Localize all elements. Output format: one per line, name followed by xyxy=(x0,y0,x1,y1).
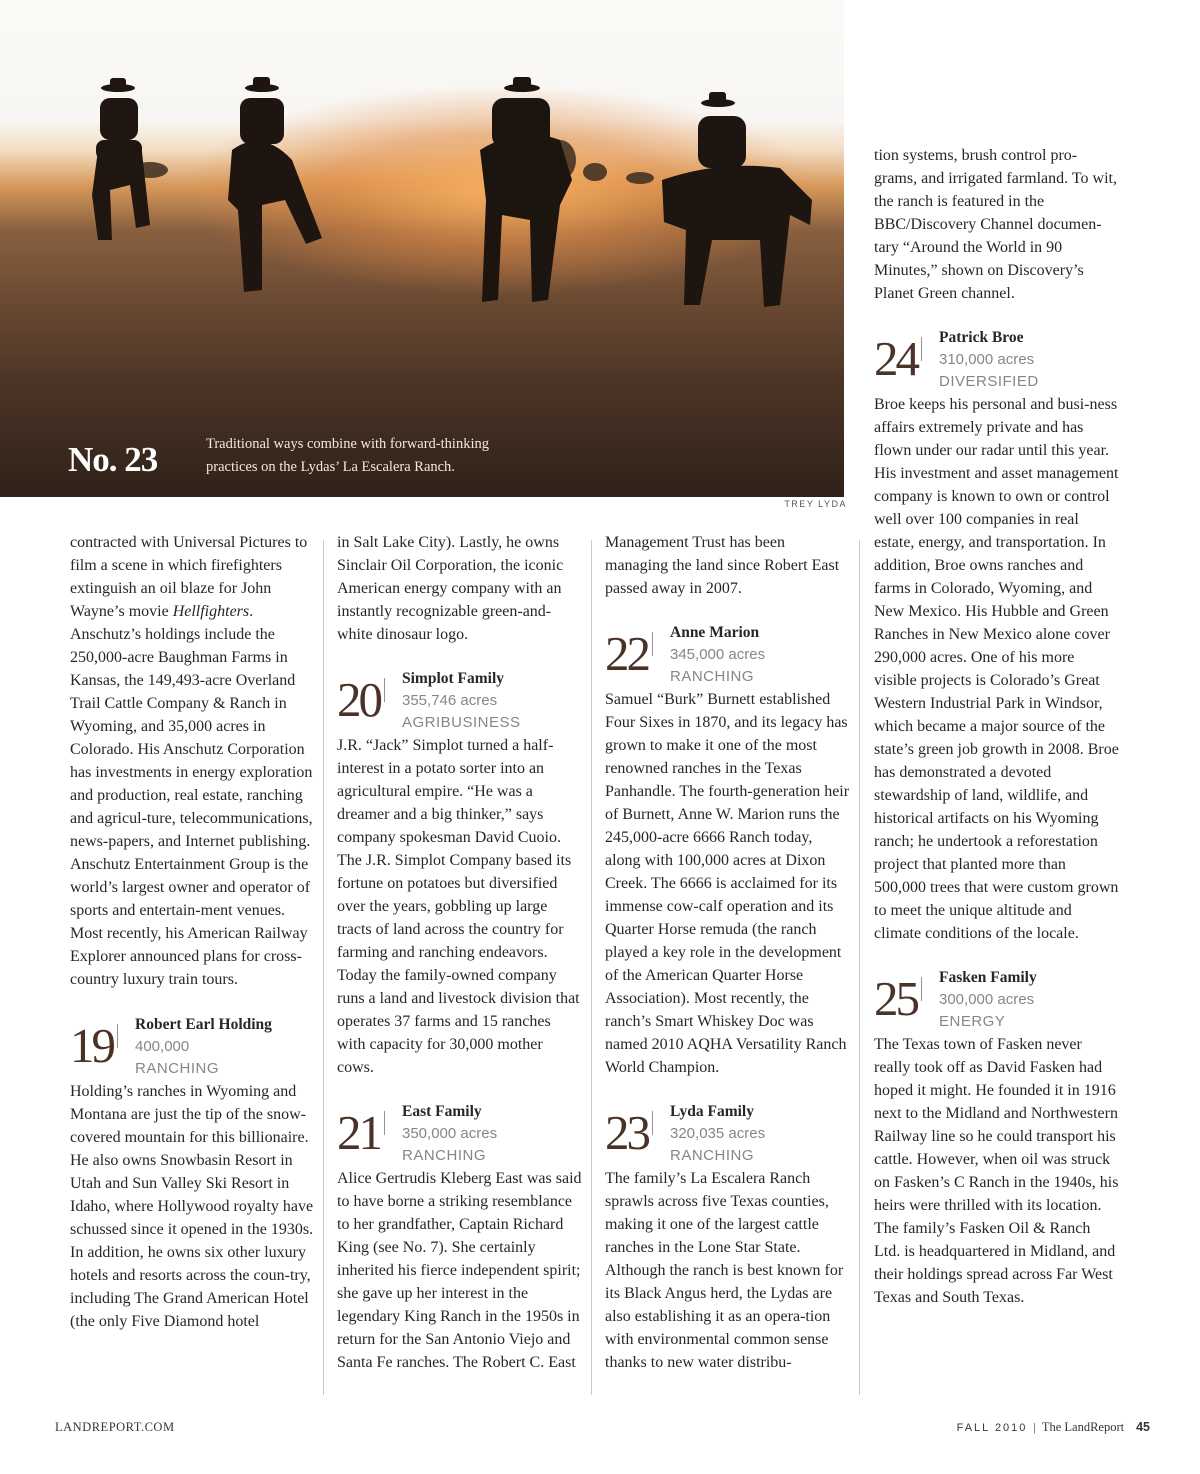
category: RANCHING xyxy=(135,1060,220,1077)
footer-site-url: LANDREPORT.COM xyxy=(55,1420,175,1434)
category: RANCHING xyxy=(670,1147,755,1164)
acreage: 355,746 acres xyxy=(402,692,498,709)
rank-divider xyxy=(384,678,385,702)
owner-name: Simplot Family xyxy=(402,670,505,687)
rank-divider xyxy=(117,1024,118,1048)
category: DIVERSIFIED xyxy=(939,373,1039,390)
paragraph: The family’s La Escalera Ranch sprawls across five Texas counties, making it one of the largest cattle ranches in the Lone Star State. Although the ranch is best known for its Black Angus herd, the Lydas are also establishing it as an opera-tion with environmental common sense thanks to new water distribu- xyxy=(605,1170,844,1371)
ranking-entry-23 xyxy=(605,1101,850,1167)
rank-number: 20 xyxy=(337,672,380,727)
column-rule xyxy=(859,540,860,1395)
rank-divider xyxy=(921,977,922,1001)
owner-name: Anne Marion xyxy=(670,624,760,641)
ranking-entry-20 xyxy=(337,668,582,734)
paragraph: in Salt Lake City). Lastly, he owns Sinclair Oil Corporation, the iconic American energy company with an instantly recognizable green-and-white dinosaur logo. xyxy=(337,534,564,643)
category: RANCHING xyxy=(402,1147,487,1164)
paragraph xyxy=(70,531,315,991)
text-run: . Anschutz’s holdings include the 250,000-acre Baughman Farms in Kansas, the 149,493-acre Overland Trail Cattle Company & Ranch in Wyoming, and 35,000 acres in Colorado. His Anschutz Corporation has investments in energy exploration and production, real estate, ranching and agricul-ture, telecommunications, news-papers, and Internet publishing. Anschutz Entertainment Group is the world’s largest owner and operator of sports and entertain-ment venues. Most recently, his American Railway Explorer announced plans for cross-country luxury train tours. xyxy=(70,603,313,988)
acreage: 310,000 acres xyxy=(939,351,1035,368)
ranking-entry-21 xyxy=(337,1101,582,1167)
rank-number: 21 xyxy=(337,1105,380,1160)
owner-name: Patrick Broe xyxy=(939,329,1024,346)
text-column-4 xyxy=(874,144,1119,1309)
column-rule xyxy=(591,540,592,1395)
owner-name: Robert Earl Holding xyxy=(135,1016,272,1033)
hero-photo xyxy=(0,0,844,497)
owner-name: Lyda Family xyxy=(670,1103,754,1120)
footer-folio xyxy=(957,1420,1150,1435)
paragraph: The Texas town of Fasken never really took off as David Fasken had hoped it might. He founded it in 1916 next to the Midland and Northwestern Railway line so he could transport his cattle. However, when oil was struck on Fasken’s C Ranch in the 1940s, his heirs were thrilled with its location. The family’s Fasken Oil & Ranch Ltd. is headquartered in Midland, and their holdings spread across Far West Texas and South Texas. xyxy=(874,1036,1119,1306)
paragraph: Management Trust has been managing the land since Robert East passed away in 2007. xyxy=(605,534,840,597)
owner-name: East Family xyxy=(402,1103,482,1120)
rank-divider xyxy=(384,1111,385,1135)
text-column-2 xyxy=(337,531,582,1374)
paragraph: Broe keeps his personal and busi-ness affairs extremely private and has flown under our radar until this year. His investment and asset management company is known to own or control well over 100 companies in real estate, energy, and transportation. In addition, Broe owns ranches and farms in Colorado, Wyoming, and New Mexico. His Hubble and Green Ranches in New Mexico alone cover 290,000 acres. One of his more visible projects is Colorado’s Great Western Industrial Park in Windsor, which became a major source of the state’s green job growth in 2008. Broe has demonstrated a devoted stewardship of land, wildlife, and historical artifacts on his Wyoming ranch; he undertook a reforestation project that planted more than 500,000 trees that were custom grown to meet the unique altitude and climate conditions of the locale. xyxy=(874,396,1119,942)
rank-number: 19 xyxy=(70,1018,113,1073)
paragraph: Holding’s ranches in Wyoming and Montana are just the tip of the snow-covered mountain for this billionaire. He also owns Snowbasin Resort in Utah and Sun Valley Ski Resort in Idaho, where Hollywood royalty have schussed since it opened in the 1930s. In addition, he owns six other luxury hotels and resorts across the coun-try, including The Grand American Hotel (the only Five Diamond hotel xyxy=(70,1083,314,1330)
ranking-entry-25 xyxy=(874,967,1119,1033)
text-column-3 xyxy=(605,531,850,1374)
photo-caption: Traditional ways combine with forward-thinking practices on the Lydas’ La Escalera Ranch. xyxy=(206,436,489,475)
folio-separator: | xyxy=(1033,1420,1036,1434)
acreage: 345,000 acres xyxy=(670,646,766,663)
acreage: 400,000 xyxy=(135,1038,190,1055)
rank-number: 22 xyxy=(605,626,648,681)
category: ENERGY xyxy=(939,1013,1006,1030)
acreage: 350,000 acres xyxy=(402,1125,498,1142)
rank-divider xyxy=(652,632,653,656)
paragraph: Samuel “Burk” Burnett established Four Sixes in 1870, and its legacy has grown to make it one of the most renowned ranches in the Texas Panhandle. The fourth-generation heir of Burnett, Anne W. Marion runs the 245,000-acre 6666 Ranch today, along with 100,000 acres at Dixon Creek. The 6666 is acclaimed for its immense cow-calf operation and its Quarter Horse remuda (the ranch played a key role in the development of the American Quarter Horse Association). Most recently, the ranch’s Smart Whiskey Doc was named 2010 AQHA Versatility Ranch World Champion. xyxy=(605,691,850,1076)
magazine-name: The LandReport xyxy=(1041,1420,1125,1434)
column-rule xyxy=(323,540,324,1395)
paragraph: J.R. “Jack” Simplot turned a half-interest in a potato sorter into an agricultural empire. “He was a dreamer and a big thinker,” says company spokesman David Cuoio. The J.R. Simplot Company based its fortune on potatoes but diversified over the years, gobbling up large tracts of land across the country for farming and ranching endeavors. Today the family-owned company runs a land and livestock division that operates 37 farms and 15 ranches with capacity for 30,000 mother cows. xyxy=(337,737,580,1076)
category: AGRIBUSINESS xyxy=(402,714,521,731)
paragraph: Alice Gertrudis Kleberg East was said to have borne a striking resemblance to her grandfather, Captain Richard King (see No. 7). She certainly inherited his fierce independent spirit; she gave up her interest in the legendary King Ranch in the 1950s in return for the San Antonio Viejo and Santa Fe ranches. The Robert C. East xyxy=(337,1170,582,1371)
rank-divider xyxy=(652,1111,653,1135)
page-number: 45 xyxy=(1136,1420,1150,1434)
photo-credit: TREY LYDA xyxy=(784,499,847,509)
rank-divider xyxy=(921,337,922,361)
rank-number: 25 xyxy=(874,971,917,1026)
ranking-entry-19 xyxy=(70,1014,315,1080)
text-run: contracted with Universal Pictures to film a scene in which firefighters extinguish an oil blaze for John Wayne’s movie xyxy=(70,534,308,620)
acreage: 320,035 acres xyxy=(670,1125,766,1142)
owner-name: Fasken Family xyxy=(939,969,1037,986)
ranking-entry-24 xyxy=(874,327,1119,393)
movie-title: Hellfighters xyxy=(172,603,250,620)
text-column-1 xyxy=(70,531,315,1333)
rank-number: 24 xyxy=(874,331,917,386)
ranking-entry-22 xyxy=(605,622,850,688)
ranch-riders-illustration xyxy=(0,0,844,497)
acreage: 300,000 acres xyxy=(939,991,1035,1008)
rank-number: 23 xyxy=(605,1105,648,1160)
photo-rank-label: No. 23 xyxy=(68,440,158,479)
category: RANCHING xyxy=(670,668,755,685)
issue-season: FALL 2010 xyxy=(956,1422,1028,1434)
paragraph: tion systems, brush control pro-grams, and irrigated farmland. To wit, the ranch is featured in the BBC/Discovery Channel documen-tary “Around the World in 90 Minutes,” shown on Discovery’s Planet Green channel. xyxy=(874,147,1117,302)
